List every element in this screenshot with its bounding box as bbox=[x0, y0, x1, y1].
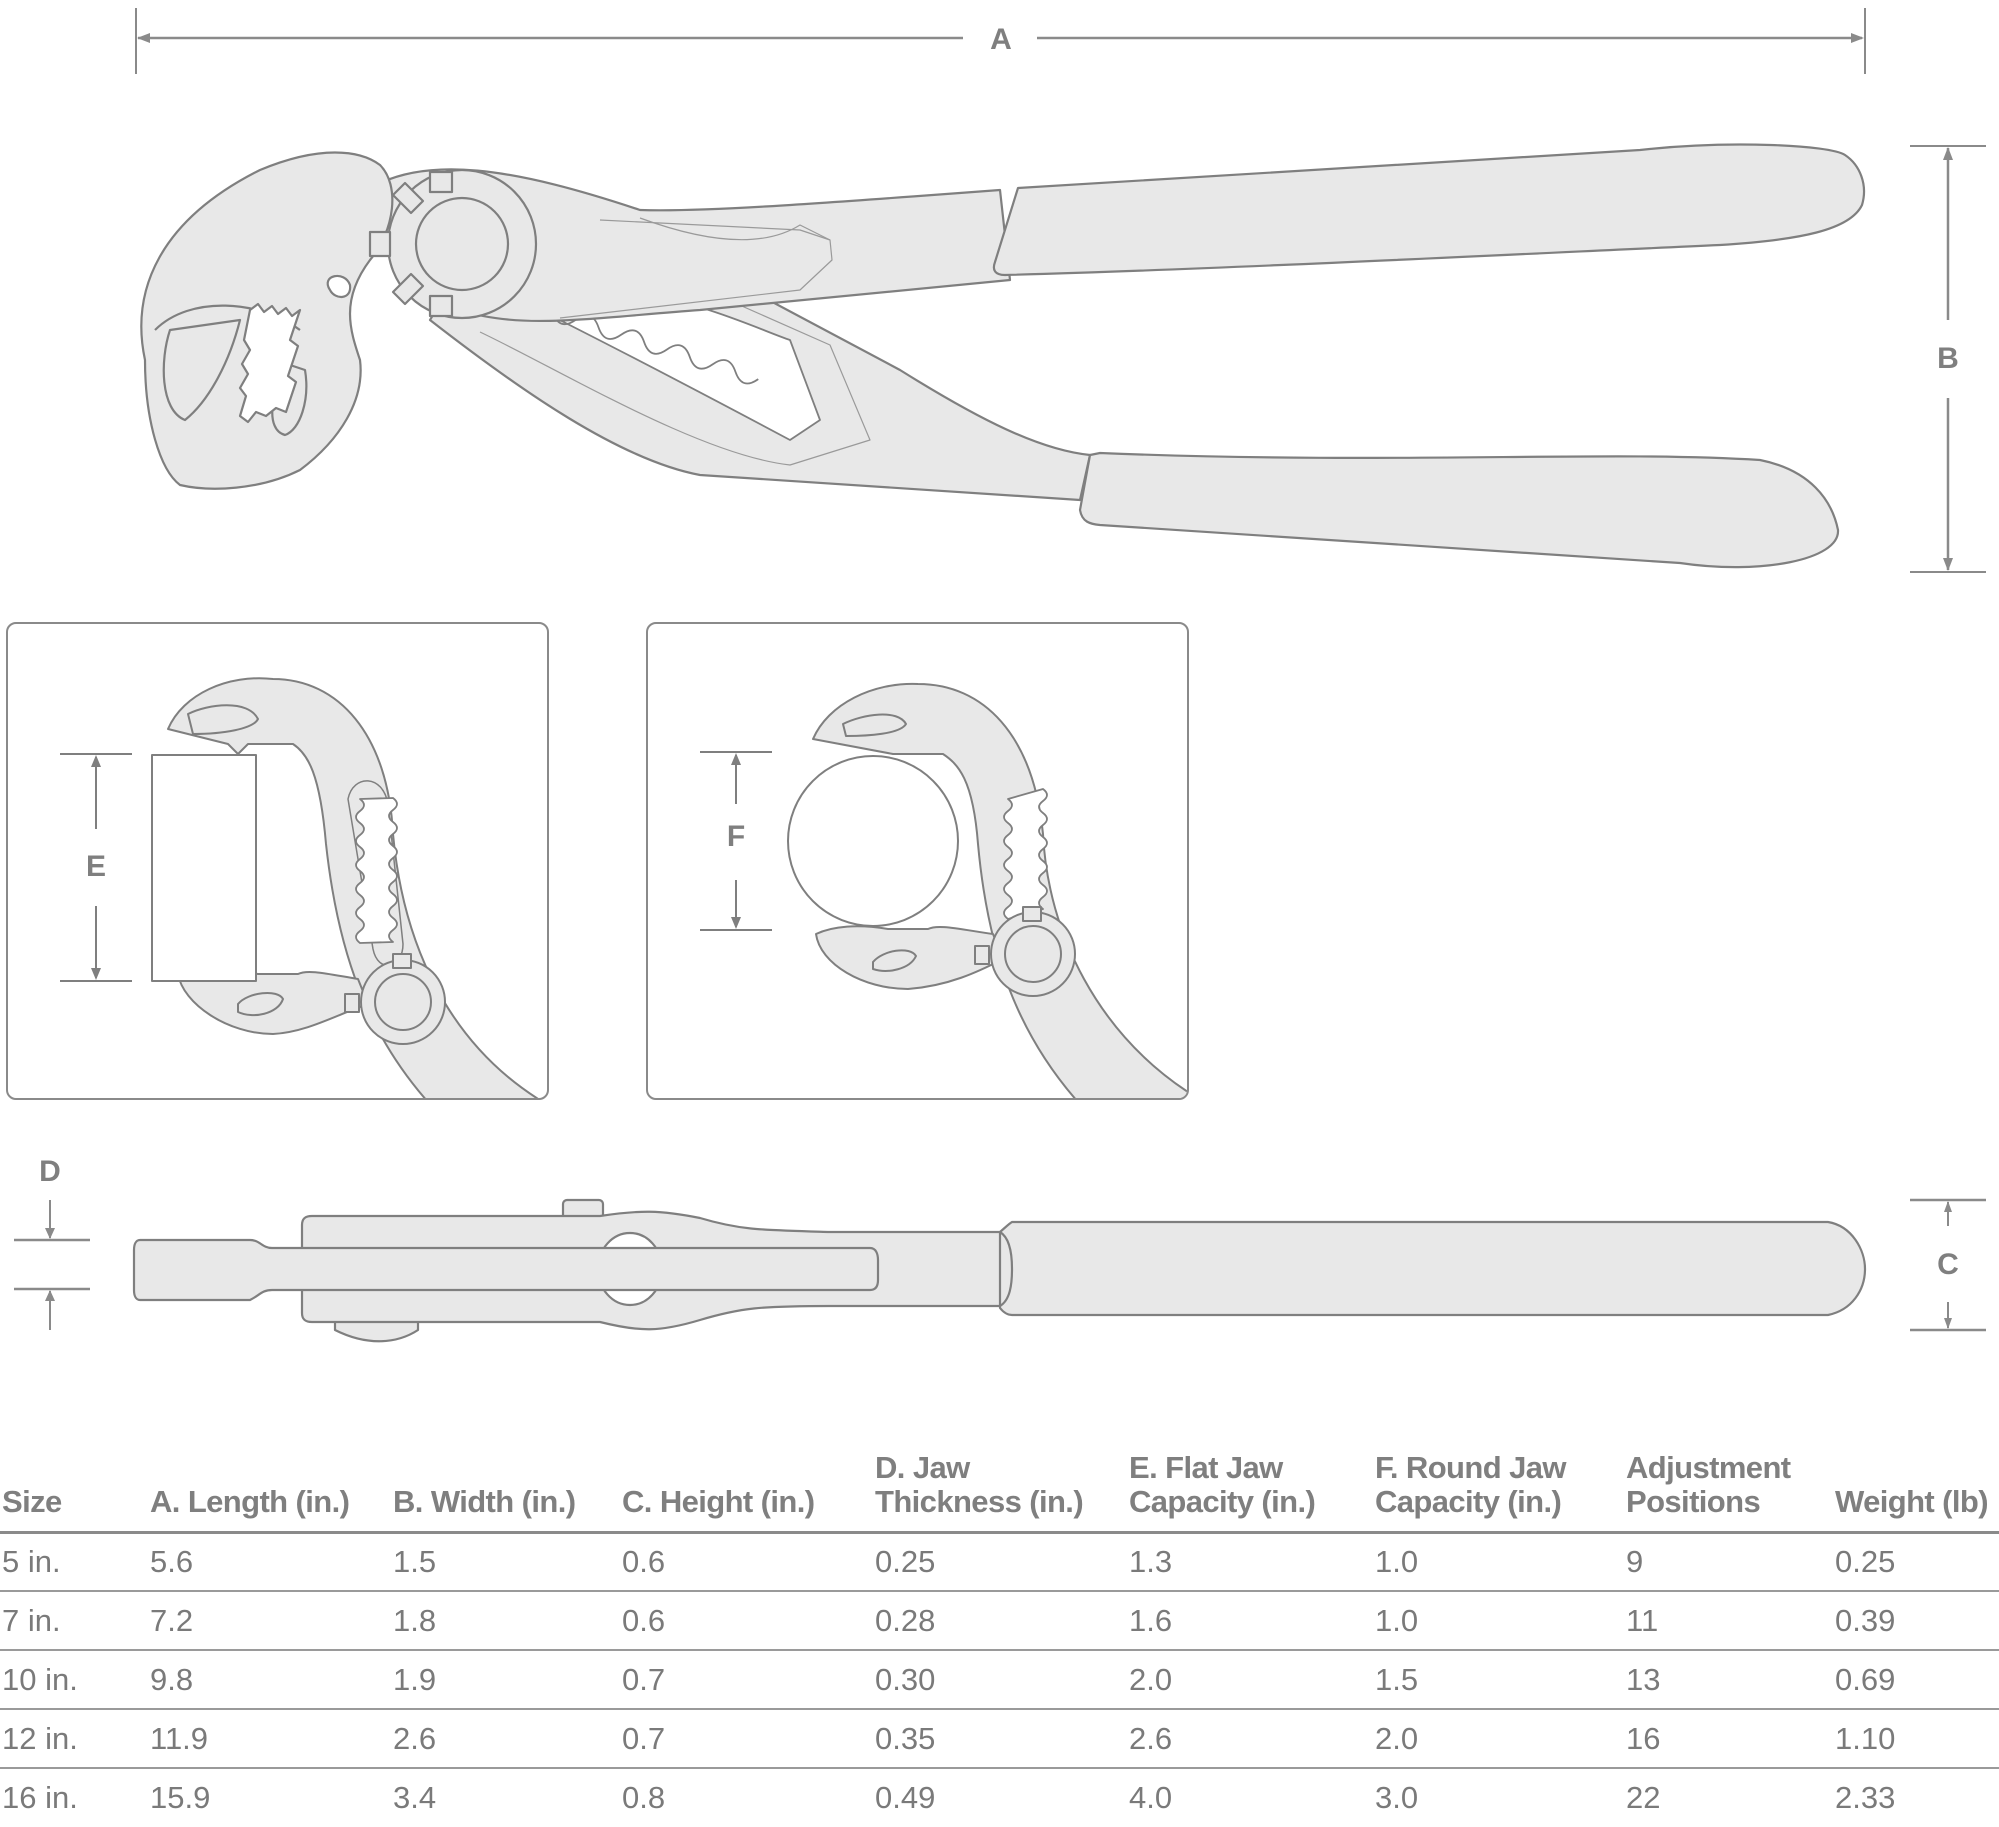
cell-flat-jaw-capacity: 1.6 bbox=[1127, 1591, 1373, 1650]
cell-flat-jaw-capacity: 1.3 bbox=[1127, 1532, 1373, 1591]
table-row bbox=[0, 1591, 1999, 1650]
cell-round-jaw-capacity: 1.5 bbox=[1373, 1650, 1624, 1709]
table-row bbox=[0, 1709, 1999, 1768]
cell-weight: 1.10 bbox=[1833, 1709, 1999, 1768]
cell-weight: 2.33 bbox=[1835, 1780, 1896, 1815]
cell-length: 7.2 bbox=[148, 1591, 391, 1650]
pliers-side-view-illustration bbox=[0, 1130, 1999, 1360]
cell-size: 12 in. bbox=[0, 1709, 148, 1768]
dimension-c-label: C bbox=[1937, 1248, 1959, 1281]
cell-adjustment-positions: 13 bbox=[1624, 1650, 1833, 1709]
cell-round-jaw-capacity: 1.0 bbox=[1373, 1591, 1624, 1650]
header-height: C. Height (in.) bbox=[620, 1440, 873, 1532]
dimension-f-label: F bbox=[726, 820, 746, 853]
cell-size: 10 in. bbox=[0, 1650, 148, 1709]
cell-jaw-thickness: 0.35 bbox=[873, 1709, 1127, 1768]
cell-height: 0.8 bbox=[622, 1780, 666, 1815]
header-flat-jaw-capacity: E. Flat Jaw Capacity (in.) bbox=[1127, 1440, 1373, 1532]
cell-size: 16 in. bbox=[2, 1780, 78, 1815]
dimension-e-label: E bbox=[85, 850, 106, 883]
cell-weight: 0.69 bbox=[1833, 1650, 1999, 1709]
cell-round-jaw-capacity: 1.0 bbox=[1373, 1532, 1624, 1591]
cell-jaw-thickness: 0.30 bbox=[873, 1650, 1127, 1709]
cell-width: 2.6 bbox=[391, 1709, 620, 1768]
specifications-table bbox=[0, 1440, 1999, 1827]
cell-length: 5.6 bbox=[148, 1532, 391, 1591]
table-row bbox=[0, 1532, 1999, 1591]
cell-jaw-thickness: 0.49 bbox=[875, 1780, 936, 1815]
cell-flat-jaw-capacity: 2.0 bbox=[1127, 1650, 1373, 1709]
cell-round-jaw-capacity: 3.0 bbox=[1375, 1780, 1419, 1815]
table-row bbox=[0, 1650, 1999, 1709]
cell-length: 9.8 bbox=[148, 1650, 391, 1709]
cell-length: 15.9 bbox=[150, 1780, 211, 1815]
cell-height: 0.6 bbox=[620, 1532, 873, 1591]
cell-height: 0.7 bbox=[620, 1650, 873, 1709]
cell-width: 1.5 bbox=[391, 1532, 620, 1591]
main-view bbox=[0, 0, 1999, 600]
cell-flat-jaw-capacity: 4.0 bbox=[1129, 1780, 1173, 1815]
cell-height: 0.6 bbox=[620, 1591, 873, 1650]
header-adjustment-positions: Adjustment Positions bbox=[1624, 1440, 1833, 1532]
table-row bbox=[0, 1768, 1999, 1827]
round-jaw-illustration bbox=[648, 624, 1189, 1100]
cell-width: 3.4 bbox=[393, 1780, 437, 1815]
side-view bbox=[0, 1130, 1999, 1360]
round-jaw-capacity-detail-panel bbox=[646, 622, 1189, 1100]
cell-length: 11.9 bbox=[148, 1709, 391, 1768]
cell-weight: 0.39 bbox=[1833, 1591, 1999, 1650]
dimension-d-line bbox=[0, 1200, 100, 1320]
cell-adjustment-positions: 11 bbox=[1624, 1591, 1833, 1650]
cell-size: 5 in. bbox=[0, 1532, 148, 1591]
cell-round-jaw-capacity: 2.0 bbox=[1373, 1709, 1624, 1768]
cell-flat-jaw-capacity: 2.6 bbox=[1127, 1709, 1373, 1768]
header-length: A. Length (in.) bbox=[148, 1440, 391, 1532]
table-header-row bbox=[0, 1440, 1999, 1532]
header-jaw-thickness: D. Jaw Thickness (in.) bbox=[873, 1440, 1127, 1532]
dimension-a-label: A bbox=[990, 23, 1012, 56]
cell-height: 0.7 bbox=[620, 1709, 873, 1768]
dimension-b-label: B bbox=[1937, 342, 1959, 375]
header-width: B. Width (in.) bbox=[391, 1440, 620, 1532]
cell-adjustment-positions: 16 bbox=[1624, 1709, 1833, 1768]
cell-jaw-thickness: 0.25 bbox=[873, 1532, 1127, 1591]
dimension-d-label: D bbox=[39, 1155, 61, 1188]
cell-width: 1.9 bbox=[391, 1650, 620, 1709]
cell-adjustment-positions: 9 bbox=[1624, 1532, 1833, 1591]
cell-size: 7 in. bbox=[0, 1591, 148, 1650]
flat-jaw-capacity-detail-panel bbox=[6, 622, 549, 1100]
cell-adjustment-positions: 22 bbox=[1626, 1780, 1661, 1815]
cell-width: 1.8 bbox=[391, 1591, 620, 1650]
header-size: Size bbox=[0, 1440, 148, 1532]
cell-weight: 0.25 bbox=[1833, 1532, 1999, 1591]
pliers-top-view-illustration bbox=[0, 0, 1999, 600]
cell-jaw-thickness: 0.28 bbox=[873, 1591, 1127, 1650]
header-round-jaw-capacity: F. Round Jaw Capacity (in.) bbox=[1373, 1440, 1624, 1532]
header-weight: Weight (lb) bbox=[1833, 1440, 1999, 1532]
